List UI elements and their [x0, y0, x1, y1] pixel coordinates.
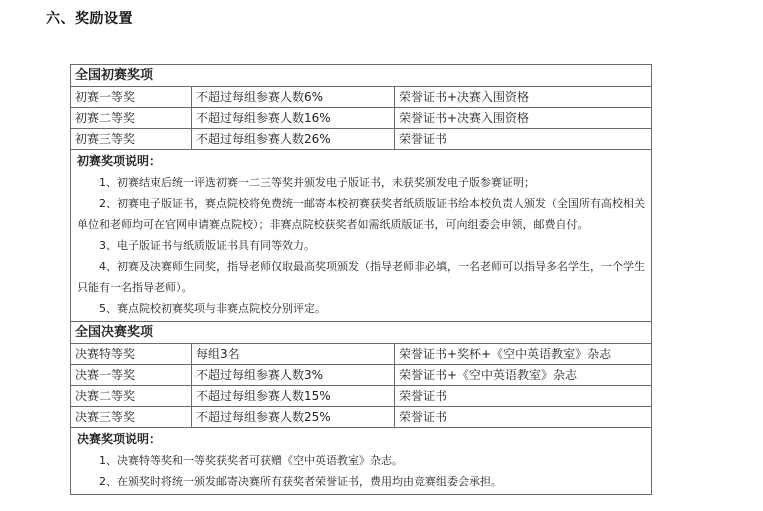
award-prize: 荣誉证书	[395, 386, 652, 407]
award-name: 决赛特等奖	[71, 344, 192, 365]
preliminary-notes	[71, 150, 652, 322]
note-item: 4、初赛及决赛师生同奖，指导老师仅取最高奖项颁发（指导老师非必填，一名老师可以指导多名学生，一个学生只能有一名指导老师）。	[77, 260, 645, 294]
award-name: 决赛二等奖	[71, 386, 192, 407]
preliminary-title: 全国初赛奖项	[71, 65, 652, 87]
note-item: 1、决赛特等奖和一等奖获奖者可获赠《空中英语教室》杂志。	[99, 454, 403, 467]
award-quota: 不超过每组参赛人数3%	[192, 365, 395, 386]
award-quota: 不超过每组参赛人数16%	[192, 108, 395, 129]
table-row	[71, 129, 652, 150]
note-item: 2、在颁奖时将统一颁发邮寄决赛所有获奖者荣誉证书，费用均由竞赛组委会承担。	[99, 475, 502, 488]
section-heading: 六、奖励设置	[46, 11, 133, 27]
table-row	[71, 87, 652, 108]
award-prize: 荣誉证书	[395, 129, 652, 150]
award-name: 初赛二等奖	[71, 108, 192, 129]
award-name: 初赛三等奖	[71, 129, 192, 150]
preliminary-notes-row	[71, 150, 652, 322]
table-row	[71, 344, 652, 365]
final-header-row	[71, 322, 652, 344]
award-prize: 荣誉证书+《空中英语教室》杂志	[395, 365, 652, 386]
note-item: 5、赛点院校初赛奖项与非赛点院校分别评定。	[99, 302, 326, 315]
notes-title: 决赛奖项说明：	[77, 432, 162, 446]
award-quota: 不超过每组参赛人数26%	[192, 129, 395, 150]
note-item: 3、电子版证书与纸质版证书具有同等效力。	[99, 239, 315, 252]
award-prize: 荣誉证书+决赛入围资格	[395, 108, 652, 129]
award-name: 初赛一等奖	[71, 87, 192, 108]
award-quota: 不超过每组参赛人数25%	[192, 407, 395, 428]
note-item: 2、初赛电子版证书，赛点院校将免费统一邮寄本校初赛获奖者纸质版证书给本校负责人颁发（全国所有高校相关单位和老师均可在官网申请赛点院校）；非赛点院校获奖者如需纸质版证书，可向组委会申领，邮费自付。	[77, 197, 645, 231]
award-quota: 不超过每组参赛人数15%	[192, 386, 395, 407]
table-row	[71, 386, 652, 407]
notes-title: 初赛奖项说明：	[77, 154, 162, 168]
award-prize: 荣誉证书+决赛入围资格	[395, 87, 652, 108]
award-prize: 荣誉证书	[395, 407, 652, 428]
award-quota: 不超过每组参赛人数6%	[192, 87, 395, 108]
final-notes-row	[71, 428, 652, 495]
final-notes	[71, 428, 652, 495]
final-title: 全国决赛奖项	[71, 322, 652, 344]
award-prize: 荣誉证书+奖杯+《空中英语教室》杂志	[395, 344, 652, 365]
table-row	[71, 365, 652, 386]
note-item: 1、初赛结束后统一评选初赛一二三等奖并颁发电子版证书，未获奖颁发电子版参赛证明；	[99, 176, 535, 189]
table-row	[71, 108, 652, 129]
award-table	[70, 64, 652, 495]
table-row	[71, 407, 652, 428]
award-name: 决赛一等奖	[71, 365, 192, 386]
award-name: 决赛三等奖	[71, 407, 192, 428]
preliminary-header-row	[71, 65, 652, 87]
award-quota: 每组3名	[192, 344, 395, 365]
